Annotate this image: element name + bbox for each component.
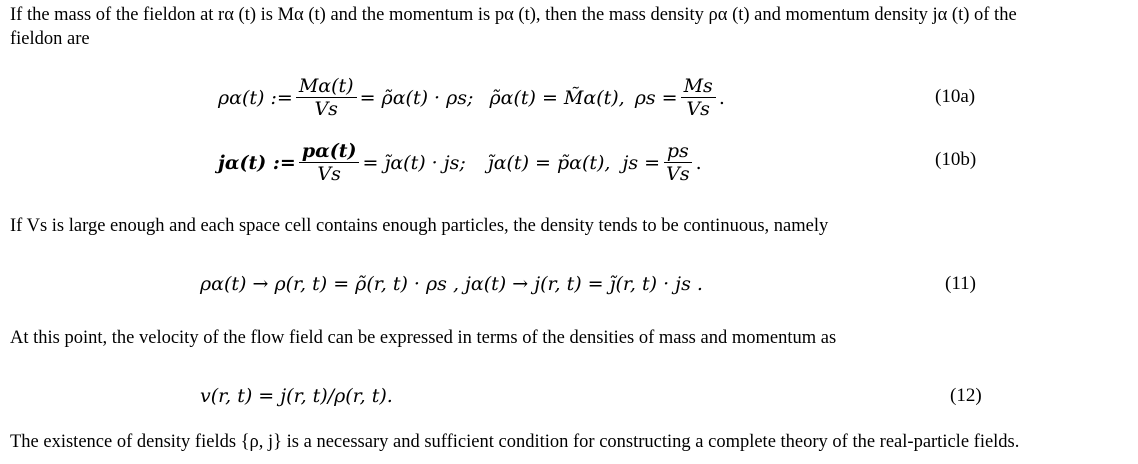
eq11-body: ρα(t) → ρ(r, t) = ρ̃(r, t) · ρs , jα(t) → j(r, t) = j̃(r, t) · js . <box>200 273 703 295</box>
equation-10b <box>218 141 702 184</box>
paragraph-3: At this point, the velocity of the flow field can be expressed in terms of the densities of mass and momentum as <box>10 328 837 348</box>
paragraph-1-line-1: If the mass of the fieldon at rα (t) is Mα (t) and the momentum is pα (t), then the mass density ρα (t) and momentum density jα (t) of the <box>10 5 1017 25</box>
eq10a-label: (10a) <box>935 86 976 107</box>
eq10a-lhs: ρα(t) := <box>218 86 293 109</box>
eq10b-label: (10b) <box>935 149 977 170</box>
eq10b-lhs: jα(t) := <box>218 151 296 174</box>
paragraph-2: If Vs is large enough and each space cell contains enough particles, the density tends to be continuous, namely <box>10 216 829 236</box>
equation-11 <box>200 273 703 295</box>
equation-10a <box>218 76 725 119</box>
eq11-label: (11) <box>945 273 976 294</box>
eq10b-part-1: = j̃α(t) · js; <box>362 151 466 174</box>
paragraph-4: The existence of density fields {ρ, j} is a necessary and sufficient condition for constructing a complete theory of the real-particle fields. <box>10 432 1020 452</box>
eq10a-numerator: Mα(t) <box>296 76 357 98</box>
eq10a-denominator-2: Vs <box>686 98 710 120</box>
equation-12 <box>200 385 393 407</box>
eq10b-part-3: js = <box>622 151 661 174</box>
eq10b-numerator: pα(t) <box>299 141 360 163</box>
eq10a-part-2: ρ̃α(t) = M̃α(t), <box>489 86 625 109</box>
eq10b-part-2: j̃α(t) = p̃α(t), <box>487 151 611 174</box>
eq10a-part-1: = ρ̃α(t) · ρs; <box>359 86 474 109</box>
eq10a-part-3: ρs = <box>634 86 678 109</box>
eq10a-fraction <box>296 76 357 119</box>
paragraph-1-line-2: fieldon are <box>10 29 90 49</box>
eq10b-end: . <box>695 151 702 174</box>
eq10b-numerator-2: ps <box>664 141 692 163</box>
eq10b-denominator-2: Vs <box>666 163 690 185</box>
eq12-body: v(r, t) = j(r, t)/ρ(r, t). <box>200 385 393 407</box>
eq10b-fraction <box>299 141 360 184</box>
eq12-label: (12) <box>950 385 982 406</box>
eq10a-numerator-2: Ms <box>681 76 716 98</box>
eq10a-end: . <box>718 86 725 109</box>
eq10b-fraction-2 <box>663 141 692 184</box>
eq10b-denominator: Vs <box>317 163 341 185</box>
eq10a-denominator: Vs <box>314 98 338 120</box>
eq10a-fraction-2 <box>681 76 716 119</box>
